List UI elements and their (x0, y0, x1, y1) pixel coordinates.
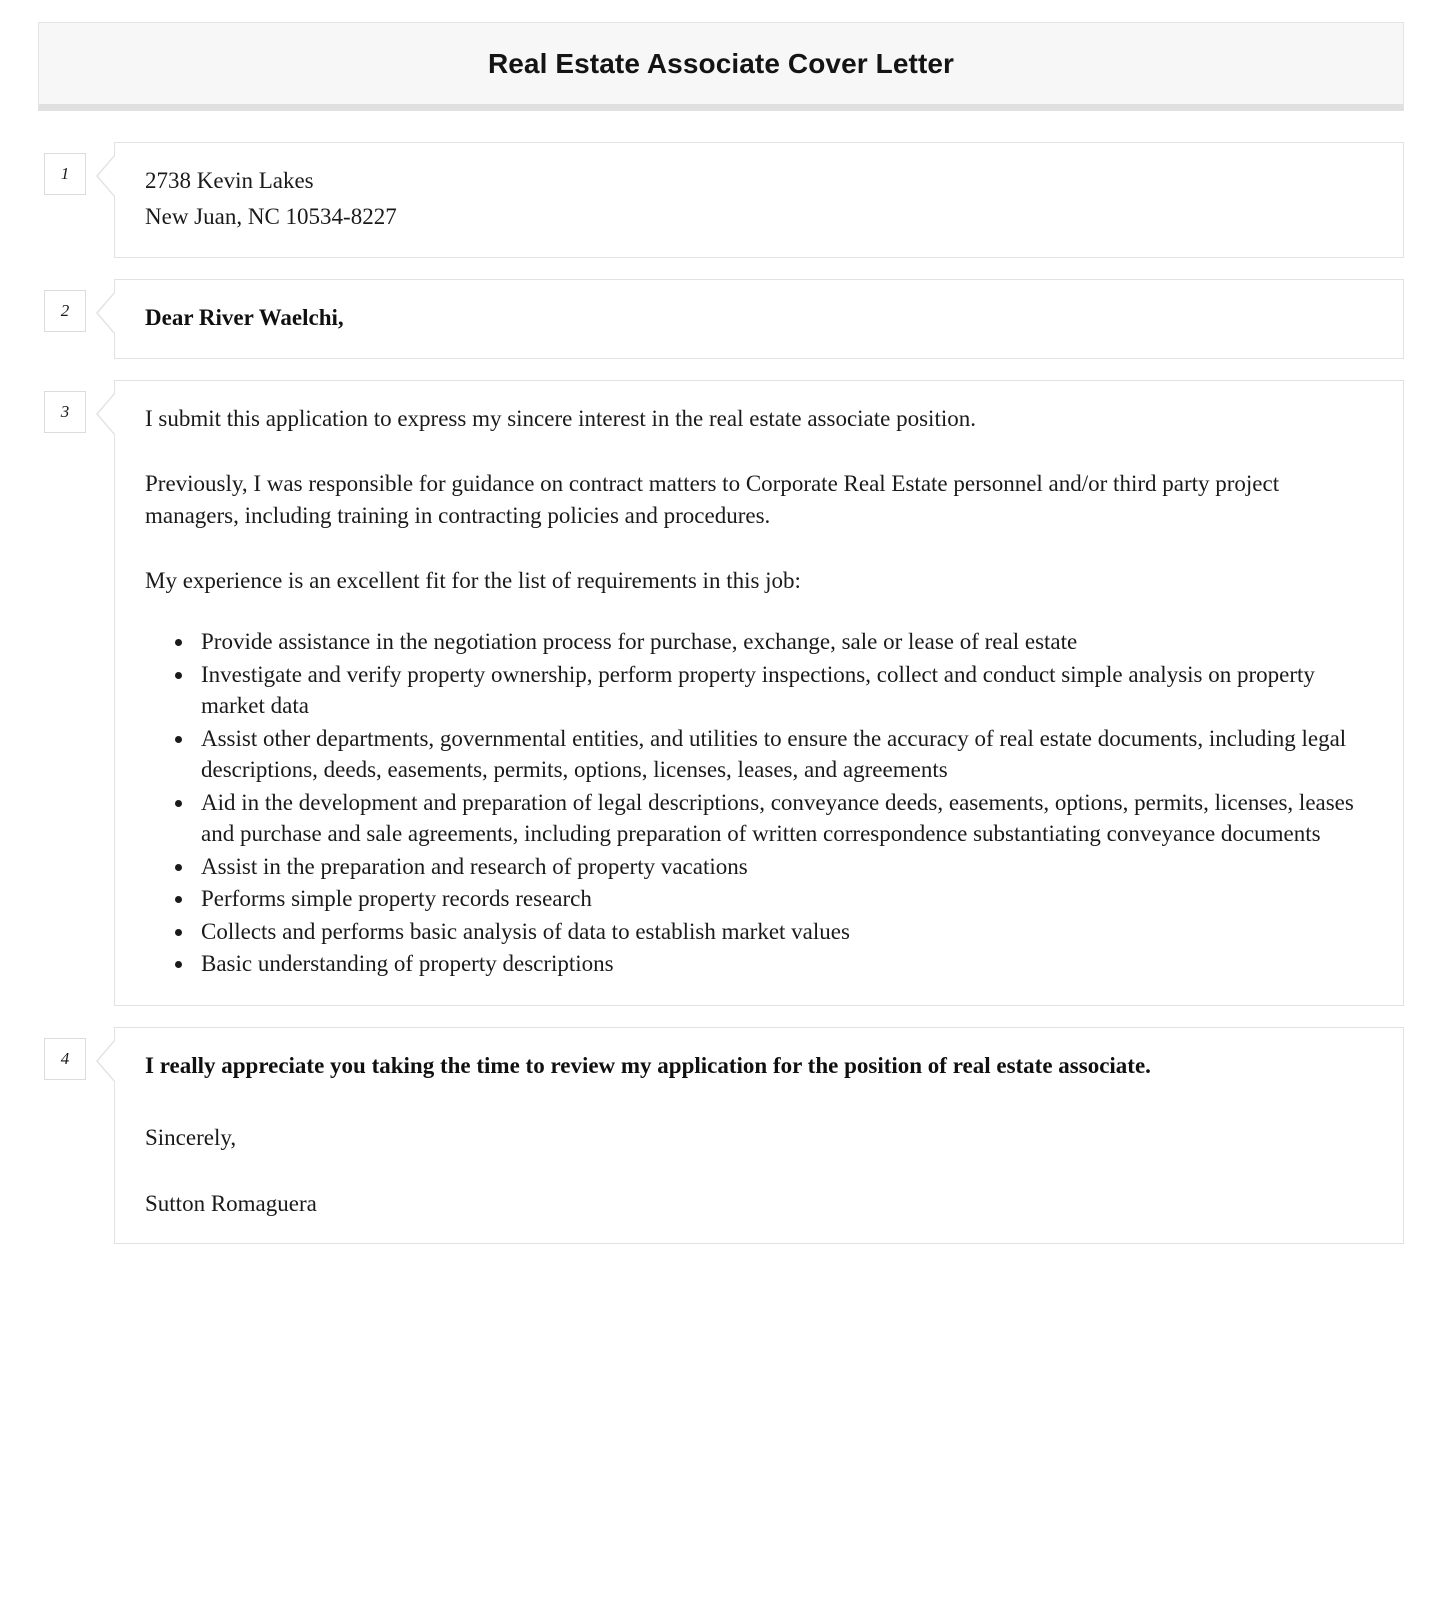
section-salutation (0, 279, 1440, 360)
section-closing (0, 1027, 1440, 1244)
list-item: • Provide assistance in the negotiation process for purchase, exchange, sale or lease of real estate (195, 626, 1375, 658)
cover-letter-page (0, 22, 1440, 1244)
callout-pointer-inner-icon (98, 156, 115, 196)
body-paragraph-intro: I submit this application to express my sincere interest in the real estate associate position. (145, 406, 976, 432)
section-number-badge-1: 1 (44, 153, 86, 195)
section-number-badge-3: 3 (44, 391, 86, 433)
body-paragraph-requirements-lead: My experience is an excellent fit for the list of requirements in this job: (145, 567, 801, 593)
closing-thanks-text: I really appreciate you taking the time to review my application for the position of real estate associate. (145, 1052, 1151, 1078)
page-title: Real Estate Associate Cover Letter (487, 47, 955, 79)
salutation-text: Dear River Waelchi, (145, 304, 344, 330)
list-item: • Assist in the preparation and research of property vacations (195, 851, 1375, 883)
address-line-city-state-zip: New Juan, NC 10534-8227 (145, 204, 397, 230)
section-letter-body (0, 380, 1440, 1006)
document-header (38, 22, 1404, 111)
list-item: • Investigate and verify property ownership, perform property inspections, collect and conduct simple analysis on property market data (195, 659, 1375, 722)
salutation-block[interactable] (114, 279, 1404, 360)
closing-signoff-text: Sincerely, (145, 1125, 237, 1151)
list-item: • Aid in the development and preparation of legal descriptions, conveyance deeds, easements, options, permits, licenses, leases and purchase and sale agreements, including preparation of written correspondence substantiating conveyance documents (195, 787, 1375, 850)
closing-block[interactable] (114, 1027, 1404, 1244)
callout-pointer-inner-icon (98, 1041, 115, 1081)
requirements-list (145, 626, 1375, 980)
list-item: • Basic understanding of property descriptions (195, 948, 1375, 980)
section-number-badge-2: 2 (44, 290, 86, 332)
sender-address-block[interactable] (114, 142, 1404, 258)
callout-pointer-inner-icon (98, 293, 115, 333)
address-line-street: 2738 Kevin Lakes (145, 168, 314, 193)
letter-body-block[interactable] (114, 380, 1404, 1006)
sections-container (0, 142, 1440, 1244)
section-number-badge-4: 4 (44, 1038, 86, 1080)
list-item: • Performs simple property records research (195, 883, 1375, 915)
section-sender-address (0, 142, 1440, 258)
callout-pointer-inner-icon (98, 394, 115, 434)
body-paragraph-experience: Previously, I was responsible for guidance on contract matters to Corporate Real Estate personnel and/or third party project managers, including training in contracting policies and procedures. (145, 471, 1280, 528)
list-item: • Collects and performs basic analysis of data to establish market values (195, 916, 1375, 948)
list-item: • Assist other departments, governmental entities, and utilities to ensure the accuracy of real estate documents, including legal descriptions, deeds, easements, permits, options, licenses, leases, and agreements (195, 723, 1375, 786)
signature-name: Sutton Romaguera (145, 1190, 317, 1216)
